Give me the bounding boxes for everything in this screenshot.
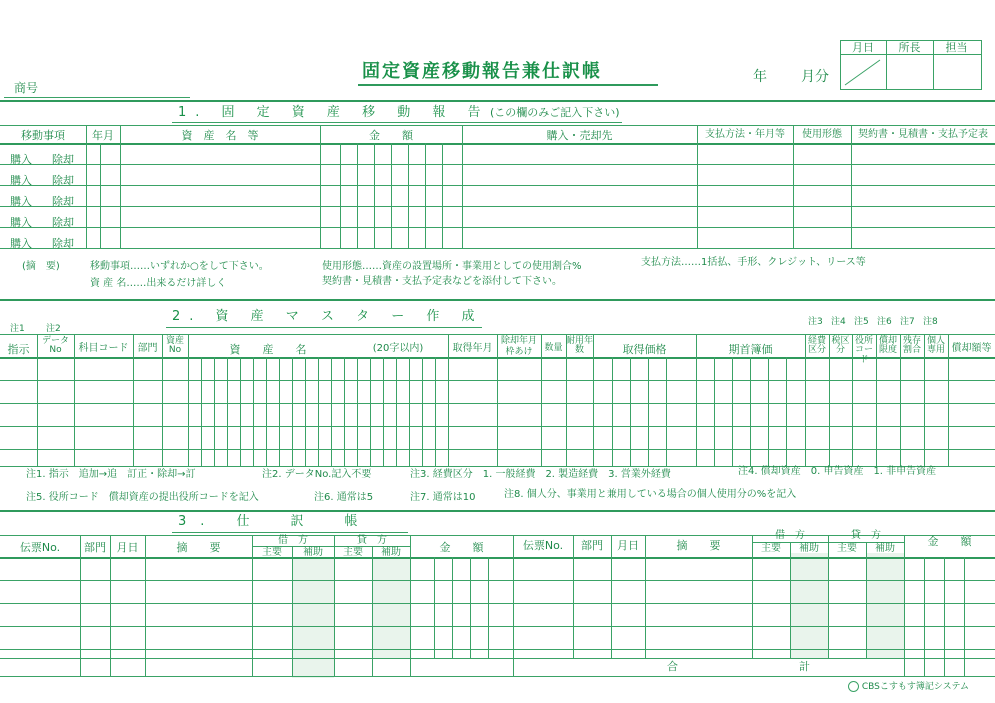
s3-col-credit-left: 貸 方: [357, 535, 387, 546]
s1-vline: [793, 125, 794, 248]
s1-col-movement: 移動事項: [21, 129, 65, 142]
s1-col-usage: 使用形態: [802, 129, 842, 140]
s2-vline-fine: [768, 357, 769, 466]
summary-name: 資 産 名……出来るだけ詳しく: [90, 278, 227, 289]
s3-col-debit-right: 借 方: [775, 530, 805, 541]
s2-col-instruction: 指示: [7, 343, 30, 356]
s1-vline: [408, 143, 409, 248]
label-shogo: 商号: [14, 81, 39, 95]
s3-vline: [292, 546, 293, 676]
s2-vline: [541, 334, 542, 466]
s3-col-debit-main-left: 主要: [262, 547, 282, 558]
note-8: 注8. 個人分、事業用と兼用している場合の個人使用分の%を記入: [504, 489, 797, 500]
s2-vline-fine: [435, 357, 436, 466]
s3-vline: [790, 542, 791, 658]
row-purchase-2[interactable]: 購入: [10, 174, 32, 187]
s2-vline-fine: [331, 357, 332, 466]
s2-col-acq-cost: 取得価格: [622, 343, 667, 356]
s3-col-credit-sub-right: 補助: [875, 543, 895, 554]
s3-vline-fine: [924, 557, 925, 676]
note-marker-6: 注6: [877, 317, 892, 327]
s3-col-date-right: 月日: [617, 539, 639, 552]
title-underline: [358, 84, 658, 86]
s3-col-credit-right: 貸 方: [851, 530, 881, 541]
s3-total-top: [0, 658, 995, 659]
s1-vline: [120, 125, 121, 248]
s2-col-frame: 枠あけ: [505, 347, 533, 357]
s2-vline-fine: [648, 357, 649, 466]
s2-col-data-no: データNo: [41, 336, 69, 356]
row-disposal-4[interactable]: 除却: [52, 216, 74, 229]
s2-vline-fine: [240, 357, 241, 466]
s3-vline-fine: [470, 557, 471, 658]
s2-vline-fine: [666, 357, 667, 466]
s3-vline: [611, 535, 612, 658]
shade-credit-sub-left: [372, 558, 410, 658]
s2-vline-fine: [409, 357, 410, 466]
row-disposal-5[interactable]: 除却: [52, 237, 74, 250]
s2-vline-fine: [227, 357, 228, 466]
s3-vline: [110, 535, 111, 676]
s2-col-office-code: 役所コード: [854, 336, 873, 365]
approval-manager-label: 所長: [898, 41, 921, 54]
section3-heading: 3. 仕 訳 帳: [178, 514, 372, 529]
note-3: 注3. 経費区分 1. 一般経費 2. 製造経費 3. 営業外経費: [410, 469, 671, 480]
note-7: 注7. 通常は10: [410, 492, 476, 503]
approval-slash-icon: [840, 55, 886, 89]
s2-vline-fine: [305, 357, 306, 466]
s3-row-line-2: [0, 603, 995, 604]
s2-vline-fine: [201, 357, 202, 466]
s1-vline: [374, 143, 375, 248]
row-purchase-3[interactable]: 購入: [10, 195, 32, 208]
s1-row-line-3: [0, 206, 995, 207]
s1-vline: [425, 143, 426, 248]
s3-vline: [573, 535, 574, 658]
s2-col-dep-limit: 償却限度: [878, 336, 897, 356]
section2-top-border: [0, 299, 995, 301]
s3-row-line-3: [0, 626, 995, 627]
s2-vline-fine: [318, 357, 319, 466]
s1-row-line-1: [0, 164, 995, 165]
s3-col-credit-main-right: 主要: [837, 543, 857, 554]
s1-row-line-5: [0, 248, 995, 249]
s1-vline: [697, 125, 698, 248]
s1-vline: [357, 143, 358, 248]
s3-col-debit-main-right: 主要: [761, 543, 781, 554]
s3-vline: [372, 546, 373, 676]
s2-vline-fine: [396, 357, 397, 466]
section1-heading: 1. 固 定 資 産 移 動 報 告: [178, 105, 490, 120]
shade-credit-sub-right: [866, 553, 904, 658]
s2-vline-fine: [383, 357, 384, 466]
s3-vline: [866, 542, 867, 658]
note-marker-1: 注1: [10, 324, 25, 334]
s2-col-life: 耐用年数: [566, 336, 594, 356]
section3-top-border: [0, 510, 995, 512]
s2-col-asset-name: 資 産 名: [229, 343, 307, 356]
s2-vline-fine: [732, 357, 733, 466]
s2-vline-fine: [344, 357, 345, 466]
note-marker-5: 注5: [854, 317, 869, 327]
s2-col-opening-book: 期首簿価: [728, 343, 773, 356]
s3-vline: [410, 535, 411, 676]
shogo-underline: [4, 97, 190, 98]
row-purchase-5[interactable]: 購入: [10, 237, 32, 250]
s3-vline: [80, 535, 81, 676]
s3-bottom: [0, 676, 995, 677]
s2-col-tax-class: 税区分: [831, 336, 850, 356]
s3-col-desc-left: 摘 要: [176, 541, 221, 554]
s3-col-amount-right: 金 額: [927, 535, 972, 548]
section1-top-border: [0, 100, 995, 102]
s1-vline: [851, 125, 852, 248]
s2-col-account-code: 科目コード: [78, 343, 129, 354]
s3-vline: [513, 535, 514, 676]
s2-vline-fine: [266, 357, 267, 466]
section1-note: (この欄のみご記入下さい): [490, 106, 620, 119]
note-marker-4: 注4: [831, 317, 846, 327]
s3-vline-fine: [944, 557, 945, 676]
s3-col-debit-sub-right: 補助: [799, 543, 819, 554]
s1-vline: [391, 143, 392, 248]
s1-vline: [320, 125, 321, 248]
s3-header-bottom: [0, 557, 995, 559]
s3-row-line-1: [0, 580, 995, 581]
note-marker-3: 注3: [808, 317, 823, 327]
s3-col-date-left: 月日: [116, 541, 139, 554]
section1-heading-underline: [172, 122, 622, 123]
note-marker-7: 注7: [900, 317, 915, 327]
year-label: 年: [753, 69, 767, 85]
row-disposal-3[interactable]: 除却: [52, 195, 74, 208]
page-title: 固定資産移動報告兼仕訳帳: [362, 61, 602, 82]
shade-debit-sub-right: [790, 553, 828, 658]
s2-col-residual: 残存割合: [902, 336, 921, 356]
s3-col-credit-main-left: 主要: [343, 547, 363, 558]
s2-vline-fine: [357, 357, 358, 466]
s3-col-dept-left: 部門: [84, 541, 106, 554]
s2-vline-fine: [253, 357, 254, 466]
s3-vline: [904, 535, 905, 676]
note-marker-2: 注2: [46, 324, 61, 334]
s2-col-dept: 部門: [137, 343, 158, 354]
summary-move: 移動事項……いずれか○をして下さい。: [90, 261, 269, 272]
s2-vline-fine: [630, 357, 631, 466]
note-marker-8: 注8: [923, 317, 938, 327]
s1-vline: [100, 143, 101, 248]
s3-col-dept-right: 部門: [581, 539, 603, 552]
brand-logo-icon: [848, 681, 859, 692]
s3-vline-fine: [488, 557, 489, 658]
approval-date-label: 月日: [852, 41, 874, 54]
summary-usage: 使用形態……資産の設置場所・事業用としての使用割合%: [322, 261, 582, 272]
s2-vline-fine: [422, 357, 423, 466]
s3-col-debit-left: 借 方: [278, 535, 308, 546]
s2-vline-fine: [214, 357, 215, 466]
s1-col-asset-name: 資 産 名 等: [181, 129, 259, 142]
footer-brand-text: CBSこすもす簿記システム: [861, 682, 969, 692]
s1-row-line-4: [0, 227, 995, 228]
summary-payment: 支払方法……1括払、手形、クレジット、リース等: [641, 257, 866, 268]
s2-col-personal: 個人専用: [926, 336, 945, 356]
s1-vline: [442, 143, 443, 248]
s1-header-bottom: [0, 143, 995, 145]
note-2: 注2. データNo.記入不要: [262, 469, 372, 480]
s1-vline: [340, 143, 341, 248]
s3-col-slip-no-left: 伝票No.: [19, 541, 61, 554]
s2-vline-fine: [370, 357, 371, 466]
section2-heading: 2. 資 産 マ ス タ ー 作 成: [172, 309, 484, 324]
approval-staff-label: 担当: [945, 41, 968, 54]
s1-col-payment: 支払方法・年月等: [705, 129, 785, 140]
month-label: 月分: [801, 69, 829, 85]
s3-row-line-4: [0, 649, 995, 650]
summary-label: (摘 要): [22, 261, 60, 272]
note-4: 注4. 償却資産 0. 申告資産 1. 非申告資産: [738, 466, 937, 477]
s2-col-asset-no: 資産No: [165, 336, 184, 356]
row-purchase-1[interactable]: 購入: [10, 153, 32, 166]
s3-vline-fine: [964, 557, 965, 676]
s3-col-amount-left: 金 額: [439, 541, 484, 554]
s3-col-credit-sub-left: 補助: [381, 547, 401, 558]
s2-col-name-limit: (20字以内): [372, 343, 424, 354]
s2-col-acquired: 取得年月: [452, 343, 493, 354]
s3-vline: [645, 535, 646, 658]
s2-vline-fine: [786, 357, 787, 466]
note-1: 注1. 指示 追加→追 訂正・除却→訂: [26, 469, 196, 480]
section3-heading-underline: [172, 532, 408, 533]
s2-vline-fine: [612, 357, 613, 466]
s1-vline: [462, 125, 463, 248]
s1-vline: [86, 125, 87, 248]
s1-col-amount: 金 額: [369, 129, 413, 142]
s3-col-slip-no-right: 伝票No.: [522, 539, 564, 552]
note-6: 注6. 通常は5: [314, 492, 374, 503]
summary-contract: 契約書・見積書・支払予定表などを添付して下さい。: [322, 276, 562, 287]
s2-col-expense-class: 経費区分: [807, 336, 826, 356]
row-purchase-4[interactable]: 購入: [10, 216, 32, 229]
row-disposal-1[interactable]: 除却: [52, 153, 74, 166]
s2-vline-fine: [279, 357, 280, 466]
s3-col-desc-right: 摘 要: [676, 539, 721, 552]
s1-col-contract: 契約書・見積書・支払予定表: [858, 129, 988, 140]
s3-vline: [145, 535, 146, 676]
s1-col-vendor: 購入・売却先: [546, 129, 613, 142]
s2-vline-fine: [714, 357, 715, 466]
s2-vline-fine: [750, 357, 751, 466]
s3-col-debit-sub-left: 補助: [303, 547, 323, 558]
s1-header-top: [0, 125, 995, 126]
note-5: 注5. 役所コード 償却資産の提出役所コードを記入: [26, 492, 259, 503]
footer-brand: [848, 681, 969, 692]
s2-col-disposal-ym: 除却年月: [500, 336, 537, 346]
s2-vline-fine: [292, 357, 293, 466]
section2-heading-underline: [166, 327, 482, 328]
shade-debit-sub-left: [292, 558, 334, 678]
total-label: 合 計: [667, 660, 810, 673]
row-disposal-2[interactable]: 除却: [52, 174, 74, 187]
s3-vline-fine: [452, 557, 453, 658]
s3-vline-fine: [434, 557, 435, 658]
s2-col-quantity: 数量: [544, 343, 563, 353]
s1-row-line-2: [0, 185, 995, 186]
s1-col-year-month: 年月: [92, 129, 114, 142]
s2-col-dep-amount: 償却額等: [951, 343, 992, 354]
